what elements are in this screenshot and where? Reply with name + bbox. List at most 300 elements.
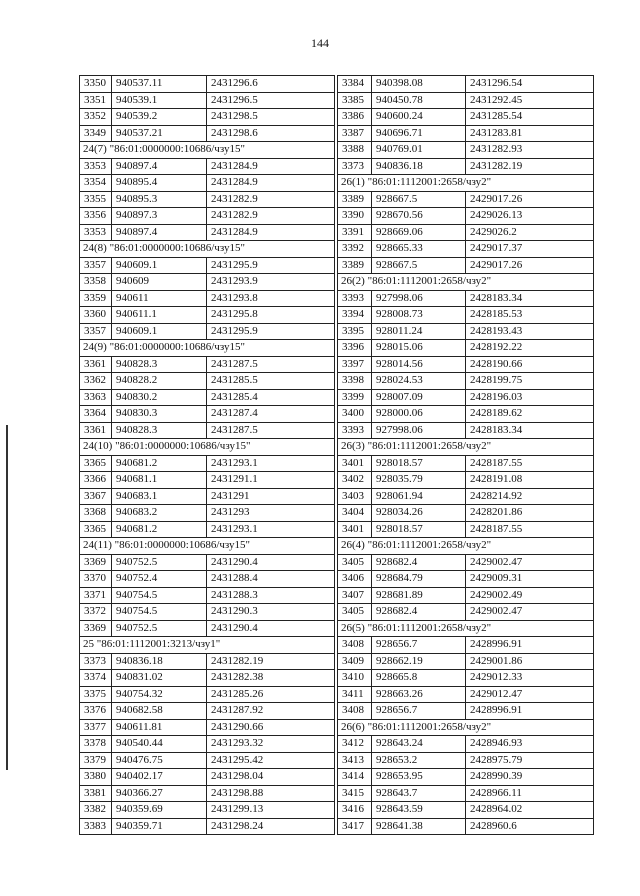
y-coordinate: 2431288.3 (207, 587, 335, 604)
y-coordinate: 2429026.2 (466, 224, 594, 241)
point-number: 3416 (338, 802, 372, 819)
point-number: 3401 (338, 455, 372, 472)
coordinates-table-right (337, 75, 594, 835)
x-coordinate: 940830.2 (112, 389, 207, 406)
y-coordinate: 2431293.1 (207, 455, 335, 472)
y-coordinate: 2428966.11 (466, 785, 594, 802)
y-coordinate: 2429012.47 (466, 686, 594, 703)
point-number: 3404 (338, 505, 372, 522)
table-row (338, 587, 594, 604)
y-coordinate: 2431292.45 (466, 92, 594, 109)
table-row (80, 109, 335, 126)
y-coordinate: 2429017.26 (466, 191, 594, 208)
section-header-row (80, 142, 335, 159)
x-coordinate: 928656.7 (372, 637, 466, 654)
section-label: 26(5) "86:01:1112001:2658/чзу2" (338, 620, 594, 637)
y-coordinate: 2431298.6 (207, 125, 335, 142)
point-number: 3375 (80, 686, 112, 703)
x-coordinate: 928015.06 (372, 340, 466, 357)
x-coordinate: 940398.08 (372, 76, 466, 93)
section-header-row (80, 637, 335, 654)
point-number: 3381 (80, 785, 112, 802)
point-number: 3364 (80, 406, 112, 423)
y-coordinate: 2429001.86 (466, 653, 594, 670)
point-number: 3382 (80, 802, 112, 819)
table-row (80, 571, 335, 588)
x-coordinate: 940681.2 (112, 455, 207, 472)
x-coordinate: 928669.06 (372, 224, 466, 241)
table-row (80, 422, 335, 439)
table-row (338, 142, 594, 159)
y-coordinate: 2431287.92 (207, 703, 335, 720)
section-header-row (80, 340, 335, 357)
x-coordinate: 928024.53 (372, 373, 466, 390)
table-row (338, 670, 594, 687)
table-row (338, 109, 594, 126)
x-coordinate: 928667.5 (372, 191, 466, 208)
point-number: 3389 (338, 257, 372, 274)
x-coordinate: 940897.3 (112, 208, 207, 225)
point-number: 3353 (80, 224, 112, 241)
y-coordinate: 2431293.1 (207, 521, 335, 538)
x-coordinate: 940359.71 (112, 818, 207, 835)
x-coordinate: 940836.18 (372, 158, 466, 175)
y-coordinate: 2431285.4 (207, 389, 335, 406)
y-coordinate: 2428183.34 (466, 422, 594, 439)
y-coordinate: 2431296.5 (207, 92, 335, 109)
table-row (80, 587, 335, 604)
point-number: 3360 (80, 307, 112, 324)
section-label: 25 "86:01:1112001:3213/чзу1" (80, 637, 335, 654)
section-header-row (338, 274, 594, 291)
point-number: 3394 (338, 307, 372, 324)
y-coordinate: 2429017.37 (466, 241, 594, 258)
point-number: 3412 (338, 736, 372, 753)
table-row (80, 769, 335, 786)
point-number: 3355 (80, 191, 112, 208)
x-coordinate: 940752.4 (112, 571, 207, 588)
y-coordinate: 2431282.93 (466, 142, 594, 159)
x-coordinate: 940540.44 (112, 736, 207, 753)
table-row (80, 670, 335, 687)
table-row (80, 488, 335, 505)
table-row (338, 554, 594, 571)
y-coordinate: 2431282.19 (207, 653, 335, 670)
y-coordinate: 2431290.3 (207, 604, 335, 621)
table-row (338, 604, 594, 621)
x-coordinate: 940537.11 (112, 76, 207, 93)
point-number: 3352 (80, 109, 112, 126)
x-coordinate: 928034.26 (372, 505, 466, 522)
x-coordinate: 940609 (112, 274, 207, 291)
point-number: 3356 (80, 208, 112, 225)
x-coordinate: 940539.1 (112, 92, 207, 109)
y-coordinate: 2428190.66 (466, 356, 594, 373)
point-number: 3371 (80, 587, 112, 604)
table-row (80, 653, 335, 670)
table-row (338, 472, 594, 489)
section-label: 24(8) "86:01:0000000:10686/чзу15" (80, 241, 335, 258)
table-row (338, 224, 594, 241)
y-coordinate: 2429002.49 (466, 587, 594, 604)
table-row (80, 455, 335, 472)
table-row (338, 571, 594, 588)
x-coordinate: 928682.4 (372, 604, 466, 621)
table-row (80, 802, 335, 819)
y-coordinate: 2431296.54 (466, 76, 594, 93)
table-row (80, 191, 335, 208)
y-coordinate: 2431295.9 (207, 257, 335, 274)
y-coordinate: 2431282.9 (207, 208, 335, 225)
y-coordinate: 2431282.38 (207, 670, 335, 687)
table-row (338, 686, 594, 703)
table-row (80, 92, 335, 109)
x-coordinate: 940609.1 (112, 257, 207, 274)
y-coordinate: 2431296.6 (207, 76, 335, 93)
y-coordinate: 2429002.47 (466, 554, 594, 571)
section-header-row (338, 439, 594, 456)
x-coordinate: 940683.2 (112, 505, 207, 522)
x-coordinate: 928061.94 (372, 488, 466, 505)
table-row (338, 769, 594, 786)
table-row (338, 653, 594, 670)
table-row (80, 736, 335, 753)
point-number: 3398 (338, 373, 372, 390)
point-number: 3370 (80, 571, 112, 588)
point-number: 3379 (80, 752, 112, 769)
x-coordinate: 940752.5 (112, 620, 207, 637)
point-number: 3369 (80, 554, 112, 571)
coordinates-table-left (79, 75, 335, 835)
table-row (80, 290, 335, 307)
table-row (80, 719, 335, 736)
table-row (80, 389, 335, 406)
section-label: 24(9) "86:01:0000000:10686/чзу15" (80, 340, 335, 357)
point-number: 3392 (338, 241, 372, 258)
section-label: 26(4) "86:01:1112001:2658/чзу2" (338, 538, 594, 555)
point-number: 3410 (338, 670, 372, 687)
y-coordinate: 2431288.4 (207, 571, 335, 588)
y-coordinate: 2429017.26 (466, 257, 594, 274)
x-coordinate: 940897.4 (112, 158, 207, 175)
y-coordinate: 2431285.26 (207, 686, 335, 703)
point-number: 3413 (338, 752, 372, 769)
point-number: 3368 (80, 505, 112, 522)
y-coordinate: 2428214.92 (466, 488, 594, 505)
table-row (80, 323, 335, 340)
y-coordinate: 2428193.43 (466, 323, 594, 340)
point-number: 3384 (338, 76, 372, 93)
section-header-row (338, 620, 594, 637)
section-label: 24(11) "86:01:0000000:10686/чзу15" (80, 538, 335, 555)
y-coordinate: 2428185.53 (466, 307, 594, 324)
x-coordinate: 928665.33 (372, 241, 466, 258)
table-row (338, 521, 594, 538)
x-coordinate: 940754.5 (112, 587, 207, 604)
x-coordinate: 940828.2 (112, 373, 207, 390)
y-coordinate: 2431287.4 (207, 406, 335, 423)
point-number: 3400 (338, 406, 372, 423)
x-coordinate: 928663.26 (372, 686, 466, 703)
x-coordinate: 940476.75 (112, 752, 207, 769)
point-number: 3357 (80, 323, 112, 340)
x-coordinate: 940537.21 (112, 125, 207, 142)
x-coordinate: 940897.4 (112, 224, 207, 241)
point-number: 3374 (80, 670, 112, 687)
x-coordinate: 940681.1 (112, 472, 207, 489)
table-row (338, 703, 594, 720)
point-number: 3380 (80, 769, 112, 786)
point-number: 3393 (338, 422, 372, 439)
y-coordinate: 2431298.5 (207, 109, 335, 126)
point-number: 3373 (80, 653, 112, 670)
x-coordinate: 940754.5 (112, 604, 207, 621)
x-coordinate: 940769.01 (372, 142, 466, 159)
x-coordinate: 928682.4 (372, 554, 466, 571)
table-row (338, 125, 594, 142)
y-coordinate: 2431298.88 (207, 785, 335, 802)
point-number: 3365 (80, 521, 112, 538)
section-header-row (80, 538, 335, 555)
point-number: 3385 (338, 92, 372, 109)
point-number: 3366 (80, 472, 112, 489)
x-coordinate: 928643.7 (372, 785, 466, 802)
table-row (80, 620, 335, 637)
point-number: 3372 (80, 604, 112, 621)
y-coordinate: 2431293.9 (207, 274, 335, 291)
table-row (338, 736, 594, 753)
point-number: 3358 (80, 274, 112, 291)
y-coordinate: 2431282.9 (207, 191, 335, 208)
table-row (338, 356, 594, 373)
x-coordinate: 928007.09 (372, 389, 466, 406)
table-row (338, 76, 594, 93)
section-header-row (338, 175, 594, 192)
x-coordinate: 928662.19 (372, 653, 466, 670)
section-header-row (338, 719, 594, 736)
point-number: 3363 (80, 389, 112, 406)
table-row (80, 505, 335, 522)
y-coordinate: 2431284.9 (207, 224, 335, 241)
x-coordinate: 940836.18 (112, 653, 207, 670)
table-row (338, 802, 594, 819)
x-coordinate: 927998.06 (372, 422, 466, 439)
y-coordinate: 2428990.39 (466, 769, 594, 786)
point-number: 3369 (80, 620, 112, 637)
point-number: 3415 (338, 785, 372, 802)
table-row (338, 208, 594, 225)
point-number: 3349 (80, 125, 112, 142)
point-number: 3377 (80, 719, 112, 736)
x-coordinate: 928670.56 (372, 208, 466, 225)
y-coordinate: 2431293.32 (207, 736, 335, 753)
table-row (338, 406, 594, 423)
x-coordinate: 940895.4 (112, 175, 207, 192)
y-coordinate: 2431291 (207, 488, 335, 505)
table-row (338, 323, 594, 340)
point-number: 3396 (338, 340, 372, 357)
x-coordinate: 940359.69 (112, 802, 207, 819)
point-number: 3399 (338, 389, 372, 406)
x-coordinate: 928014.56 (372, 356, 466, 373)
x-coordinate: 928000.06 (372, 406, 466, 423)
point-number: 3387 (338, 125, 372, 142)
point-number: 3386 (338, 109, 372, 126)
y-coordinate: 2429026.13 (466, 208, 594, 225)
x-coordinate: 928018.57 (372, 521, 466, 538)
y-coordinate: 2429002.47 (466, 604, 594, 621)
y-coordinate: 2431298.24 (207, 818, 335, 835)
x-coordinate: 940895.3 (112, 191, 207, 208)
x-coordinate: 940830.3 (112, 406, 207, 423)
y-coordinate: 2431295.8 (207, 307, 335, 324)
x-coordinate: 928641.38 (372, 818, 466, 835)
y-coordinate: 2428189.62 (466, 406, 594, 423)
table-row (338, 637, 594, 654)
y-coordinate: 2431284.9 (207, 175, 335, 192)
y-coordinate: 2431287.5 (207, 422, 335, 439)
table-row (80, 175, 335, 192)
y-coordinate: 2431287.5 (207, 356, 335, 373)
y-coordinate: 2431290.4 (207, 554, 335, 571)
point-number: 3402 (338, 472, 372, 489)
point-number: 3357 (80, 257, 112, 274)
table-row (80, 224, 335, 241)
x-coordinate: 927998.06 (372, 290, 466, 307)
y-coordinate: 2431285.54 (466, 109, 594, 126)
y-coordinate: 2431283.81 (466, 125, 594, 142)
point-number: 3378 (80, 736, 112, 753)
y-coordinate: 2428960.6 (466, 818, 594, 835)
point-number: 3365 (80, 455, 112, 472)
x-coordinate: 940831.02 (112, 670, 207, 687)
point-number: 3391 (338, 224, 372, 241)
x-coordinate: 928008.73 (372, 307, 466, 324)
y-coordinate: 2428975.79 (466, 752, 594, 769)
y-coordinate: 2431298.04 (207, 769, 335, 786)
section-label: 26(1) "86:01:1112001:2658/чзу2" (338, 175, 594, 192)
x-coordinate: 928665.8 (372, 670, 466, 687)
x-coordinate: 940600.24 (372, 109, 466, 126)
table-row (80, 76, 335, 93)
table-row (338, 389, 594, 406)
point-number: 3361 (80, 356, 112, 373)
point-number: 3359 (80, 290, 112, 307)
x-coordinate: 940611 (112, 290, 207, 307)
point-number: 3388 (338, 142, 372, 159)
y-coordinate: 2428996.91 (466, 637, 594, 654)
table-row (338, 422, 594, 439)
table-row (338, 191, 594, 208)
point-number: 3409 (338, 653, 372, 670)
table-row (338, 752, 594, 769)
margin-scan-mark (6, 425, 8, 770)
section-header-row (338, 538, 594, 555)
table-row (338, 505, 594, 522)
y-coordinate: 2431295.9 (207, 323, 335, 340)
y-coordinate: 2428183.34 (466, 290, 594, 307)
table-row (80, 554, 335, 571)
point-number: 3411 (338, 686, 372, 703)
point-number: 3414 (338, 769, 372, 786)
x-coordinate: 940609.1 (112, 323, 207, 340)
x-coordinate: 940752.5 (112, 554, 207, 571)
x-coordinate: 940828.3 (112, 356, 207, 373)
point-number: 3408 (338, 637, 372, 654)
table-row (338, 241, 594, 258)
y-coordinate: 2431285.5 (207, 373, 335, 390)
table-row (80, 703, 335, 720)
page-number: 144 (311, 36, 329, 50)
y-coordinate: 2428946.93 (466, 736, 594, 753)
section-header-row (80, 241, 335, 258)
x-coordinate: 928035.79 (372, 472, 466, 489)
table-row (338, 455, 594, 472)
section-label: 24(10) "86:01:0000000:10686/чзу15" (80, 439, 335, 456)
x-coordinate: 928643.59 (372, 802, 466, 819)
y-coordinate: 2431299.13 (207, 802, 335, 819)
table-row (80, 604, 335, 621)
section-label: 26(2) "86:01:1112001:2658/чзу2" (338, 274, 594, 291)
table-row (80, 521, 335, 538)
point-number: 3350 (80, 76, 112, 93)
point-number: 3376 (80, 703, 112, 720)
section-label: 26(6) "86:01:1112001:2658/чзу2" (338, 719, 594, 736)
x-coordinate: 928681.89 (372, 587, 466, 604)
table-row (80, 373, 335, 390)
y-coordinate: 2431293 (207, 505, 335, 522)
x-coordinate: 940611.1 (112, 307, 207, 324)
point-number: 3353 (80, 158, 112, 175)
section-label: 26(3) "86:01:1112001:2658/чзу2" (338, 439, 594, 456)
x-coordinate: 940402.17 (112, 769, 207, 786)
table-row (80, 356, 335, 373)
y-coordinate: 2428187.55 (466, 521, 594, 538)
x-coordinate: 928653.2 (372, 752, 466, 769)
point-number: 3393 (338, 290, 372, 307)
table-row (80, 686, 335, 703)
y-coordinate: 2428196.03 (466, 389, 594, 406)
x-coordinate: 940450.78 (372, 92, 466, 109)
table-row (80, 752, 335, 769)
y-coordinate: 2428191.08 (466, 472, 594, 489)
table-row (338, 785, 594, 802)
y-coordinate: 2431295.42 (207, 752, 335, 769)
table-row (338, 818, 594, 835)
y-coordinate: 2431282.19 (466, 158, 594, 175)
table-row (338, 257, 594, 274)
x-coordinate: 928653.95 (372, 769, 466, 786)
x-coordinate: 928656.7 (372, 703, 466, 720)
x-coordinate: 940828.3 (112, 422, 207, 439)
table-row (338, 307, 594, 324)
y-coordinate: 2428964.02 (466, 802, 594, 819)
point-number: 3354 (80, 175, 112, 192)
point-number: 3395 (338, 323, 372, 340)
x-coordinate: 928643.24 (372, 736, 466, 753)
point-number: 3397 (338, 356, 372, 373)
x-coordinate: 940682.58 (112, 703, 207, 720)
y-coordinate: 2428192.22 (466, 340, 594, 357)
y-coordinate: 2431290.4 (207, 620, 335, 637)
table-row (80, 818, 335, 835)
table-row (80, 158, 335, 175)
x-coordinate: 928018.57 (372, 455, 466, 472)
table-row (338, 290, 594, 307)
y-coordinate: 2429012.33 (466, 670, 594, 687)
point-number: 3406 (338, 571, 372, 588)
x-coordinate: 928684.79 (372, 571, 466, 588)
